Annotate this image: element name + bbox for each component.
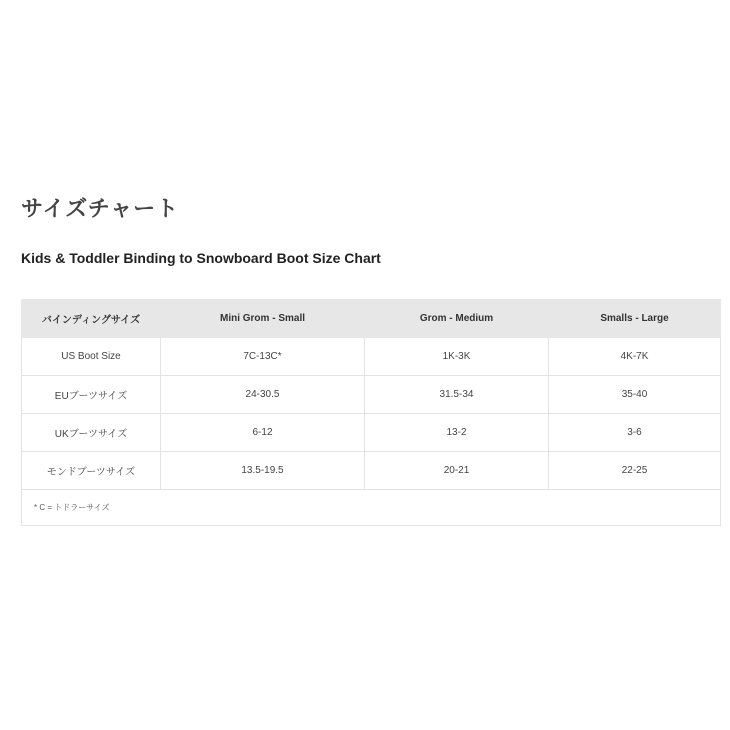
table-footnote-row (22, 490, 721, 526)
table-cell: 1K-3K (365, 338, 549, 376)
table-cell: 20-21 (365, 452, 549, 490)
chart-subtitle: Kids & Toddler Binding to Snowboard Boot Size Chart (21, 250, 381, 266)
page-title: サイズチャート (21, 196, 180, 221)
header-smalls-large: Smalls - Large (549, 300, 721, 338)
table-cell: 35-40 (549, 376, 721, 414)
table-row (22, 414, 721, 452)
table-cell: 13.5-19.5 (161, 452, 365, 490)
table-row (22, 338, 721, 376)
header-mini-grom-small: Mini Grom - Small (161, 300, 365, 338)
header-binding-size: バインディングサイズ (22, 300, 161, 338)
table-cell: 24-30.5 (161, 376, 365, 414)
header-grom-medium: Grom - Medium (365, 300, 549, 338)
row-label: UKブーツサイズ (22, 414, 161, 452)
table-header-row (22, 300, 721, 338)
table-cell: 7C-13C* (161, 338, 365, 376)
footnote: * C = トドラーサイズ (22, 490, 721, 526)
table-cell: 3-6 (549, 414, 721, 452)
table-row (22, 376, 721, 414)
table-cell: 22-25 (549, 452, 721, 490)
table-cell: 4K-7K (549, 338, 721, 376)
table-cell: 6-12 (161, 414, 365, 452)
table-row (22, 452, 721, 490)
row-label: EUブーツサイズ (22, 376, 161, 414)
table-cell: 13-2 (365, 414, 549, 452)
row-label: モンドブーツサイズ (22, 452, 161, 490)
row-label: US Boot Size (22, 338, 161, 376)
size-chart-table (21, 299, 721, 526)
table-cell: 31.5-34 (365, 376, 549, 414)
